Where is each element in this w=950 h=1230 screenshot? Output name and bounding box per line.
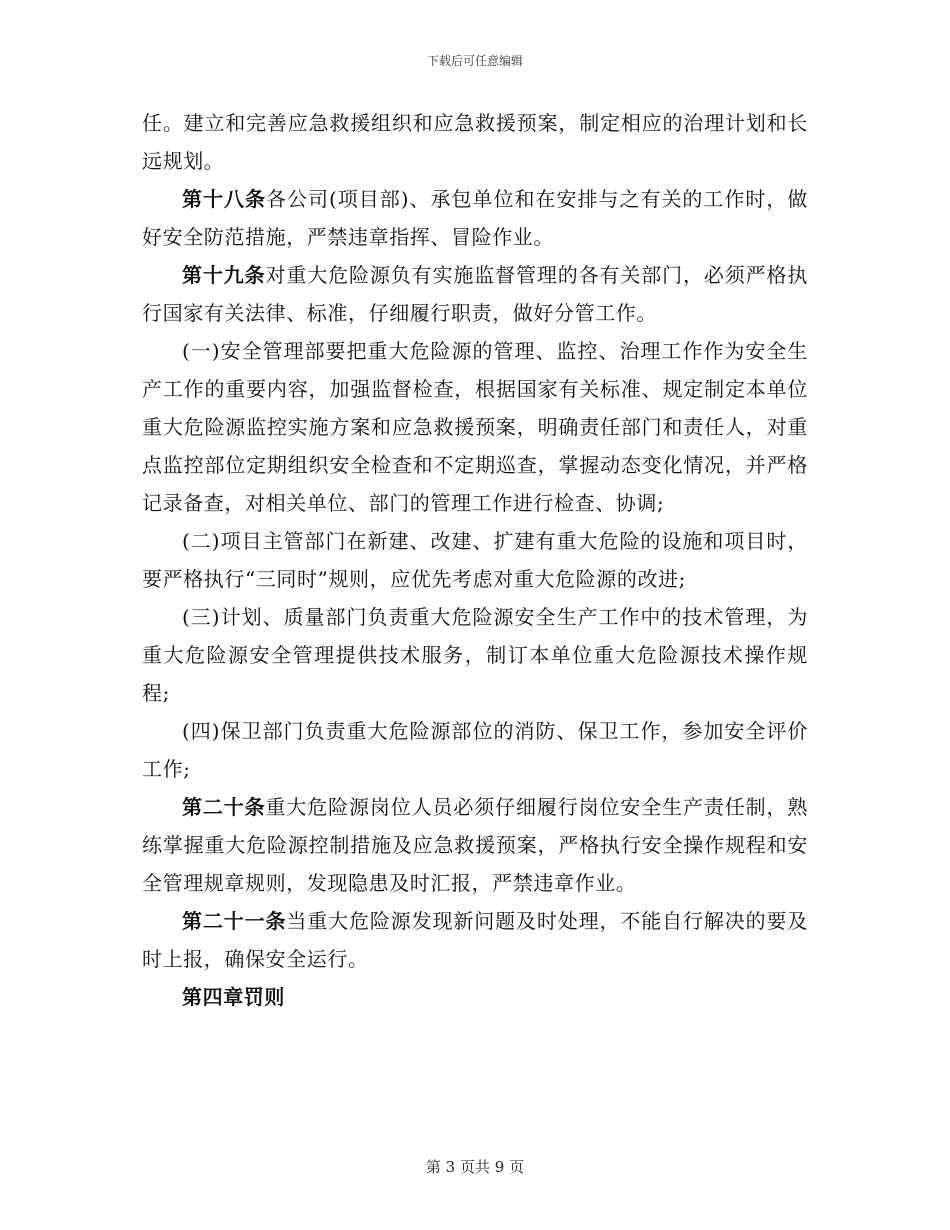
paragraph-text: 重大危险源岗位人员必须仔细履行岗位安全生产责任制，熟练掌握重大危险源控制措施及应急救援预案，严格执行安全操作规程和安全管理规章规则，发现隐患及时汇报，严禁违章作业。 — [142, 795, 808, 895]
paragraph-text: 各公司(项目部)、承包单位和在安排与之有关的工作时，做好安全防范措施，严禁违章指挥、冒险作业。 — [142, 187, 808, 249]
paragraph-text: (三)计划、质量部门负责重大危险源安全生产工作中的技术管理，为重大危险源安全管理提供技术服务，制订本单位重大危险源技术操作规程; — [142, 605, 808, 705]
chapter-title: 第四章罚则 — [182, 985, 285, 1009]
article-heading: 第二十条 — [182, 795, 266, 819]
paragraph-text: (四)保卫部门负责重大危险源部位的消防、保卫工作，参加安全评价工作; — [142, 719, 808, 781]
document-body — [142, 104, 808, 1016]
paragraph-text: 任。建立和完善应急救援组织和应急救援预案，制定相应的治理计划和长远规划。 — [142, 111, 808, 173]
paragraph-text: (二)项目主管部门在新建、改建、扩建有重大危险的设施和项目时，要严格执行“三同时”规则，应优先考虑对重大危险源的改进; — [142, 529, 808, 591]
paragraph-text: (一)安全管理部要把重大危险源的管理、监控、治理工作作为安全生产工作的重要内容，加强监督检查，根据国家有关标准、规定制定本单位重大危险源监控实施方案和应急救援预案，明确责任部门和责任人，对重点监控部位定期组织安全检查和不定期巡查，掌握动态变化情况，并严格记录备查，对相关单位、部门的管理工作进行检查、协调; — [142, 339, 808, 515]
article-heading: 第十九条 — [182, 263, 266, 287]
article-heading: 第十八条 — [182, 187, 266, 211]
article-heading: 第二十一条 — [182, 909, 287, 933]
page-header: 下载后可任意编辑 — [426, 54, 523, 68]
article-21 — [142, 902, 808, 978]
page-footer: 第 3 页共 9 页 — [425, 1158, 525, 1176]
clause-3 — [142, 598, 808, 712]
paragraph-continued — [142, 104, 808, 180]
clause-1 — [142, 332, 808, 522]
article-19 — [142, 256, 808, 332]
clause-2 — [142, 522, 808, 598]
chapter-4-heading — [142, 978, 808, 1016]
paragraph-text: 当重大危险源发现新问题及时处理，不能自行解决的要及时上报，确保安全运行。 — [142, 909, 809, 971]
clause-4 — [142, 712, 808, 788]
article-20 — [142, 788, 808, 902]
article-18 — [142, 180, 808, 256]
paragraph-text: 对重大危险源负有实施监督管理的各有关部门，必须严格执行国家有关法律、标准，仔细履行职责，做好分管工作。 — [142, 263, 808, 325]
